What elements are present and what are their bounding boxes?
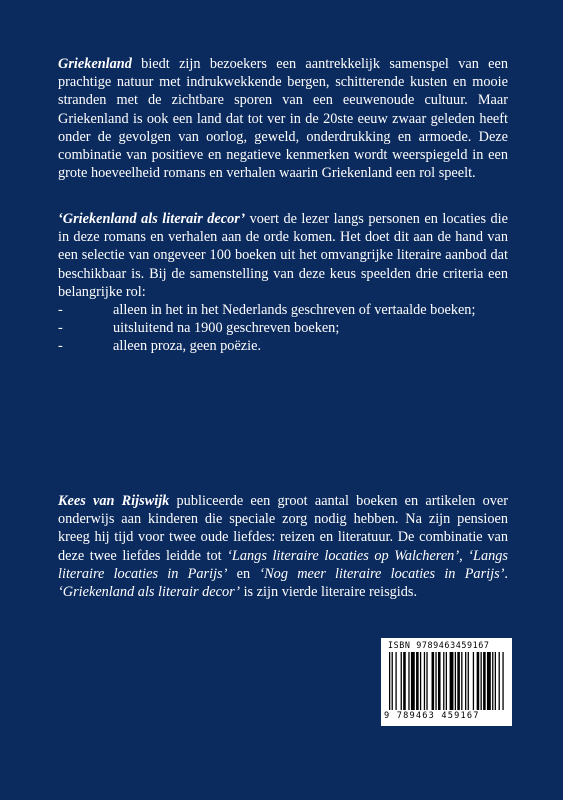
description-text: voert de lezer langs personen en locaties die in deze romans en verhalen aan de orde komen. Het doet dit aan de hand van een selectie van ongeveer 100 boeken uit het omvangrijke literaire aanbod dat beschikbaar is. Bij de samenstelling van deze keus speelden drie criteria een belangrijke rol: <box>58 211 508 300</box>
barcode-bar-21 <box>468 652 469 710</box>
book-title: ‘Griekenland als literair decor’ <box>58 211 246 227</box>
barcode-bar-28 <box>495 652 496 710</box>
barcode-bar-24 <box>481 652 482 710</box>
intro-text: biedt zijn bezoekers een aantrekkelijk samenspel van een prachtige natuur met indrukwekkende bergen, schitterende kusten en mooie stranden met de zichtbare sporen van een eeuwenoude cultuur. Maar Griekenland is ook een land dat tot ver in de 20ste eeuw zwaar geleden heeft onder de gevolgen van oorlog, geweld, onderdrukking en armoede. Deze combinatie van positieve en negatieve kenmerken wordt weerspiegeld in een grote hoeveelheid romans en verhalen waarin Griekenland een rol speelt. <box>58 56 508 182</box>
barcode-bar-16 <box>450 652 454 710</box>
book-title-griekenland: ‘Griekenland als literair decor’ <box>58 584 240 601</box>
book-title-parijs: ‘Langs literaire locaties in Parijs’ <box>58 547 508 582</box>
isbn-label: ISBN 9789463459167 <box>388 640 490 650</box>
barcode-bar-26 <box>487 652 491 710</box>
barcode-bar-23 <box>477 652 480 710</box>
barcode-bar-15 <box>446 652 447 710</box>
book-description <box>58 210 508 356</box>
barcode-bar-2 <box>395 652 396 710</box>
book-title-meer-parijs: ‘Nog meer literaire locaties in Parijs’ <box>259 565 505 582</box>
country-title: Griekenland <box>58 56 132 72</box>
barcode-bar-10 <box>426 652 427 710</box>
author-name: Kees van Rijswijk <box>58 493 170 509</box>
barcode-bar-11 <box>432 652 435 710</box>
barcode-bar-7 <box>416 652 419 710</box>
list-item: - uitsluitend na 1900 geschreven boeken; <box>58 320 340 337</box>
author-bio: Kees van Rijswijk publiceerde een groot aantal boeken en artikelen over onderwijs aan kinderen die speciale zorg nodig hebben. Na zijn pensioen kreeg hij tijd voor twee oude liefdes: reizen en literatuur. De combinatie van deze twee liefdes leidde tot ‘Langs literaire locaties op Walcheren’, ‘Langs literaire locaties in Parijs’ en ‘Nog meer literaire locaties in Parijs’. ‘Griekenland als literair decor’ is zijn vierde literaire reisgids. <box>58 493 508 601</box>
barcode-bar-18 <box>457 652 460 710</box>
barcode-bar-0 <box>389 652 390 710</box>
criteria-list <box>58 301 508 356</box>
barcode-bar-4 <box>403 652 406 710</box>
barcode-bar-1 <box>392 652 393 710</box>
barcode-bar-20 <box>465 652 466 710</box>
book-title-walcheren: ‘Langs literaire locaties op Walcheren’ <box>227 547 460 564</box>
barcode-bar-19 <box>461 652 462 710</box>
barcode-bar-6 <box>411 652 415 710</box>
barcode-bar-17 <box>455 652 456 710</box>
barcode-bar-9 <box>424 652 425 710</box>
list-item: - alleen proza, geen poëzie. <box>58 338 262 355</box>
barcode-bar-8 <box>420 652 421 710</box>
intro-paragraph <box>58 55 508 182</box>
barcode-bars <box>389 652 505 710</box>
isbn-barcode <box>381 638 512 726</box>
barcode-bar-5 <box>408 652 409 710</box>
barcode-bar-3 <box>401 652 402 710</box>
barcode-bar-25 <box>483 652 486 710</box>
barcode-bar-13 <box>438 652 441 710</box>
barcode-bar-29 <box>499 652 500 710</box>
barcode-bar-27 <box>492 652 493 710</box>
barcode-bar-12 <box>435 652 436 710</box>
barcode-bar-30 <box>502 652 503 710</box>
barcode-bar-22 <box>473 652 474 710</box>
barcode-bar-14 <box>443 652 444 710</box>
list-item: - alleen in het in het Nederlands geschreven of vertaalde boeken; <box>58 302 476 319</box>
barcode-digits: 9 789463 459167 <box>384 711 480 721</box>
